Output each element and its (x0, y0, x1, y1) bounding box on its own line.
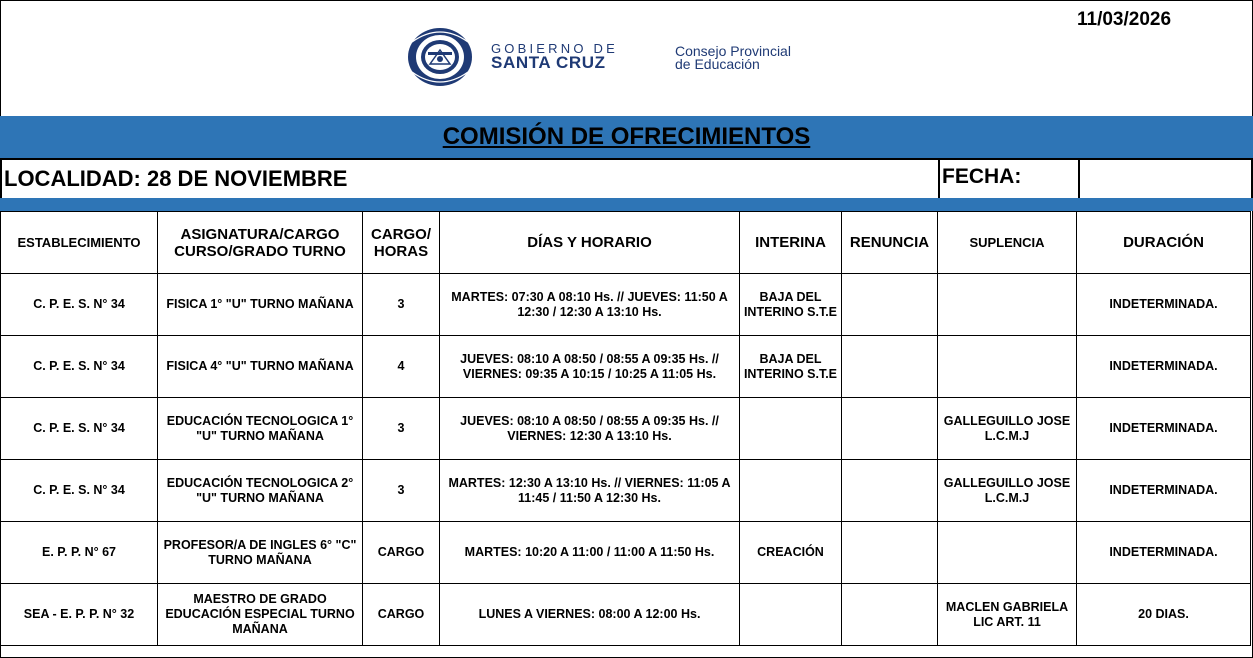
cell-interina: BAJA DEL INTERINO S.T.E (740, 274, 842, 336)
cell-asignatura: FISICA 4° "U" TURNO MAÑANA (158, 336, 363, 398)
table-row (1, 460, 1251, 522)
cell-asignatura: PROFESOR/A DE INGLES 6° "C" TURNO MAÑANA (158, 522, 363, 584)
cell-duracion: INDETERMINADA. (1077, 336, 1251, 398)
cell-suplencia: MACLEN GABRIELA LIC ART. 11 (938, 584, 1077, 646)
consejo-line-2: de Educación (675, 56, 760, 72)
cell-renuncia (842, 584, 938, 646)
header-duracion: DURACIÓN (1077, 212, 1251, 274)
cell-dias: MARTES: 12:30 A 13:10 Hs. // VIERNES: 11:05 A 11:45 / 11:50 A 12:30 Hs. (440, 460, 740, 522)
cell-asignatura: EDUCACIÓN TECNOLOGICA 2° "U" TURNO MAÑANA (158, 460, 363, 522)
header-dias: DÍAS Y HORARIO (440, 212, 740, 274)
cell-asignatura: EDUCACIÓN TECNOLOGICA 1° "U" TURNO MAÑANA (158, 398, 363, 460)
cell-interina (740, 584, 842, 646)
provincial-seal-icon (406, 26, 474, 88)
header-asignatura-line-2: CURSO/GRADO TURNO (174, 242, 346, 260)
page-title: COMISIÓN DE OFRECIMIENTOS (442, 123, 811, 150)
cell-asignatura: MAESTRO DE GRADO EDUCACIÓN ESPECIAL TURNO MAÑANA (158, 584, 363, 646)
cell-cargo: CARGO (363, 584, 440, 646)
cell-cargo: 3 (363, 460, 440, 522)
header-suplencia: SUPLENCIA (938, 212, 1077, 274)
table-row (1, 584, 1251, 646)
cell-duracion: INDETERMINADA. (1077, 398, 1251, 460)
header-logo-area (0, 0, 1253, 116)
cell-cargo: 4 (363, 336, 440, 398)
cell-duracion: INDETERMINADA. (1077, 274, 1251, 336)
cell-renuncia (842, 522, 938, 584)
header-asignatura-line-1: ASIGNATURA/CARGO (180, 225, 340, 243)
fecha-value: 11/03/2026 (1077, 9, 1172, 30)
header-cargo-line-1: CARGO/ (371, 225, 431, 243)
cell-interina: BAJA DEL INTERINO S.T.E (740, 336, 842, 398)
cell-renuncia (842, 398, 938, 460)
header-interina: INTERINA (740, 212, 842, 274)
cell-interina: CREACIÓN (740, 522, 842, 584)
cell-interina (740, 460, 842, 522)
header-renuncia: RENUNCIA (842, 212, 938, 274)
cell-renuncia (842, 460, 938, 522)
cell-suplencia (938, 274, 1077, 336)
table-row (1, 274, 1251, 336)
table-row (1, 398, 1251, 460)
gobierno-line-2: SANTA CRUZ (491, 53, 606, 72)
gobierno-line-1: GOBIERNO DE (491, 41, 618, 56)
cell-dias: MARTES: 10:20 A 11:00 / 11:00 A 11:50 Hs. (440, 522, 740, 584)
cell-interina (740, 398, 842, 460)
localidad-label: LOCALIDAD: 28 DE NOVIEMBRE (4, 166, 348, 191)
cell-dias: JUEVES: 08:10 A 08:50 / 08:55 A 09:35 Hs. // VIERNES: 12:30 A 13:10 Hs. (440, 398, 740, 460)
cell-establecimiento: E. P. P. N° 67 (1, 522, 158, 584)
cell-renuncia (842, 336, 938, 398)
header-cargo (363, 212, 440, 274)
cell-establecimiento: C. P. E. S. N° 34 (1, 274, 158, 336)
consejo-line-1: Consejo Provincial (675, 43, 791, 59)
table-row (1, 522, 1251, 584)
cell-duracion: INDETERMINADA. (1077, 522, 1251, 584)
cell-suplencia: GALLEGUILLO JOSE L.C.M.J (938, 460, 1077, 522)
cell-establecimiento: C. P. E. S. N° 34 (1, 398, 158, 460)
cell-cargo: 3 (363, 274, 440, 336)
table-row (1, 336, 1251, 398)
header-establecimiento: ESTABLECIMIENTO (1, 212, 158, 274)
cell-cargo: 3 (363, 398, 440, 460)
separator-band (0, 198, 1253, 211)
table-header-row (1, 212, 1251, 274)
cell-suplencia: GALLEGUILLO JOSE L.C.M.J (938, 398, 1077, 460)
cell-establecimiento: C. P. E. S. N° 34 (1, 460, 158, 522)
localidad-row (0, 158, 1253, 200)
cell-asignatura: FISICA 1° "U" TURNO MAÑANA (158, 274, 363, 336)
cell-suplencia (938, 336, 1077, 398)
cell-dias: JUEVES: 08:10 A 08:50 / 08:55 A 09:35 Hs. // VIERNES: 09:35 A 10:15 / 10:25 A 11:05 Hs. (440, 336, 740, 398)
fecha-label: FECHA: (942, 165, 1022, 188)
cell-establecimiento: C. P. E. S. N° 34 (1, 336, 158, 398)
cell-duracion: INDETERMINADA. (1077, 460, 1251, 522)
header-cargo-line-2: HORAS (373, 242, 429, 260)
cell-dias: LUNES A VIERNES: 08:00 A 12:00 Hs. (440, 584, 740, 646)
cell-establecimiento: SEA - E. P. P. N° 32 (1, 584, 158, 646)
cell-renuncia (842, 274, 938, 336)
offers-table (0, 211, 1251, 646)
cell-suplencia (938, 522, 1077, 584)
cell-dias: MARTES: 07:30 A 08:10 Hs. // JUEVES: 11:50 A 12:30 / 12:30 A 13:10 Hs. (440, 274, 740, 336)
cell-duracion: 20 DIAS. (1077, 584, 1251, 646)
fecha-label-cell (938, 160, 1080, 198)
cell-cargo: CARGO (363, 522, 440, 584)
header-asignatura (158, 212, 363, 274)
